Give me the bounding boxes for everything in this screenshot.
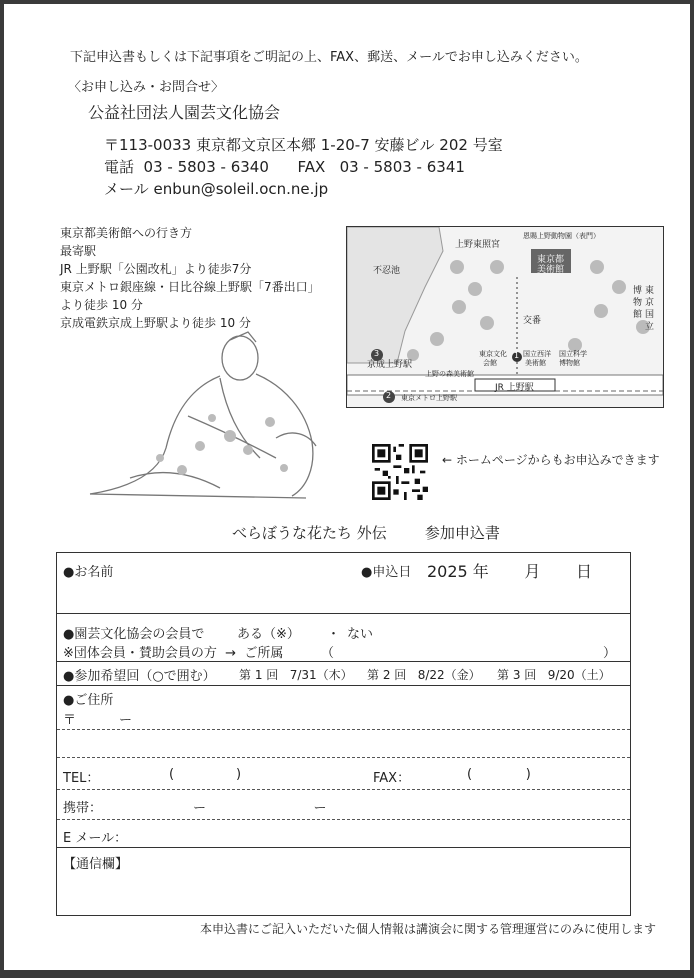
group-close-paren: ） (603, 646, 617, 661)
map-exit-1: 1 (514, 351, 520, 360)
email-label: E メール： (63, 831, 128, 846)
qr-code[interactable] (372, 444, 428, 500)
name-label: ●お名前 (63, 565, 114, 580)
session-1-option[interactable]: 第 1 回 7/31（木） (239, 668, 353, 682)
access-line4: 京成電鉄京成上野駅より徒歩 10 分 (60, 316, 251, 330)
member-no-option[interactable]: ない (347, 627, 374, 642)
map-label-national-museum-r2b: 京 (645, 298, 655, 308)
map-exit-3: 3 (374, 349, 380, 358)
postal-code-field[interactable] (77, 707, 197, 725)
map-label-shinobazu: 不忍池 (373, 266, 401, 276)
fax-field[interactable]: ( ) (467, 767, 531, 782)
name-field[interactable] (157, 557, 357, 605)
map-label-zoo: 恩賜上野動物園（表門） (523, 232, 600, 240)
phone-fax-text: 電話 03 - 5803 - 6340 FAX 03 - 5803 - 6341 (104, 158, 465, 176)
form-title: べらぼうな花たち 外伝 参加申込書 (232, 524, 500, 542)
map-label-ueno-forest: 上野の森美術館 (425, 370, 474, 378)
group-label: ※団体会員・賛助会員の方 → ご所属 (63, 646, 284, 661)
map-label-museum-1: 東京都 (537, 255, 565, 265)
access-line2: 東京メトロ銀座線・日比谷線上野駅「7番出口」 (60, 280, 320, 294)
map-label-keisei: 京成上野駅 (367, 360, 413, 370)
tel-label: TEL： (63, 771, 100, 786)
contact-heading: 〈お申し込み・お問合せ〉 (68, 80, 225, 95)
map-label-museum-2: 美術館 (537, 265, 565, 275)
map-label-metro: 東京メトロ上野駅 (401, 394, 457, 402)
map-label-bunka-2: 会館 (483, 359, 497, 367)
qr-note: ← ホームページからもお申込みできます (442, 453, 660, 467)
member-dot: ・ (327, 627, 341, 642)
access-map (346, 226, 664, 408)
notes-label: 【通信欄】 (63, 857, 129, 872)
address-label: ●ご住所 (63, 693, 114, 708)
session-3-option[interactable]: 第 3 回 9/20（土） (497, 668, 611, 682)
postal-mark: 〒 (63, 713, 77, 728)
privacy-note: 本申込書にご記入いただいた個人情報は講演会に関する管理運営にのみに使用します (200, 922, 657, 936)
address-text: 〒113-0033 東京都文京区本郷 1-20-7 安藤ビル 202 号室 (104, 136, 503, 154)
map-label-koban: 交番 (523, 316, 542, 326)
intro-text: 下記申込書もしくは下記事項をご明記の上、FAX、郵送、メールでお申し込みください。 (70, 50, 588, 65)
map-label-national-museum-r4: 立 (645, 322, 655, 332)
postal-dash: ー (119, 713, 133, 728)
address-field[interactable] (61, 733, 625, 755)
email-field[interactable] (137, 823, 617, 845)
sessions-label: ●参加希望回（○で囲む） (63, 669, 216, 684)
mobile-field[interactable]: ー ー (193, 801, 327, 816)
map-label-national-museum-r2a: 物 (633, 298, 643, 308)
notes-field[interactable] (61, 871, 625, 911)
member-label: ●園芸文化協会の会員で (63, 627, 205, 642)
access-line3: より徒歩 10 分 (60, 298, 143, 312)
access-line1: JR 上野駅「公園改札」より徒歩7分 (60, 262, 252, 276)
map-exit-2: 2 (386, 391, 392, 400)
map-label-toshogu: 上野東照宮 (455, 240, 501, 250)
map-label-bunka-1: 東京文化 (479, 350, 507, 358)
mobile-label: 携帯： (63, 801, 103, 816)
map-label-science-2: 博物館 (559, 359, 580, 367)
map-label-science-1: 国立科学 (559, 350, 587, 358)
access-nearest: 最寄駅 (60, 244, 97, 258)
map-label-jr: JR 上野駅 (495, 383, 534, 393)
tel-field[interactable]: ( ) (169, 767, 242, 782)
org-name: 公益社団法人園芸文化協会 (88, 103, 281, 122)
map-label-national-museum-r3a: 館 (633, 310, 643, 320)
application-form (56, 552, 631, 916)
map-label-national-museum-r1a: 博 (633, 286, 643, 296)
map-label-national-museum-r1b: 東 (645, 286, 655, 296)
session-2-option[interactable]: 第 2 回 8/22（金） (367, 668, 481, 682)
group-affiliation-field[interactable] (337, 641, 597, 657)
email-text: メール enbun@soleil.ocn.ne.jp (104, 180, 329, 198)
date-label: ●申込日 (361, 565, 412, 580)
date-value[interactable]: 2025 年 月 日 (427, 562, 593, 581)
group-open-paren: （ (321, 646, 335, 661)
map-label-national-museum-r3b: 国 (645, 310, 655, 320)
map-label-western-1: 国立西洋 (523, 350, 551, 358)
member-yes-option[interactable]: ある（※） (237, 627, 300, 642)
access-title: 東京都美術館への行き方 (60, 226, 193, 240)
application-page (4, 4, 690, 970)
ukiyoe-figure-illustration (70, 318, 340, 504)
map-label-western-2: 美術館 (525, 359, 546, 367)
fax-label: FAX： (373, 771, 411, 786)
